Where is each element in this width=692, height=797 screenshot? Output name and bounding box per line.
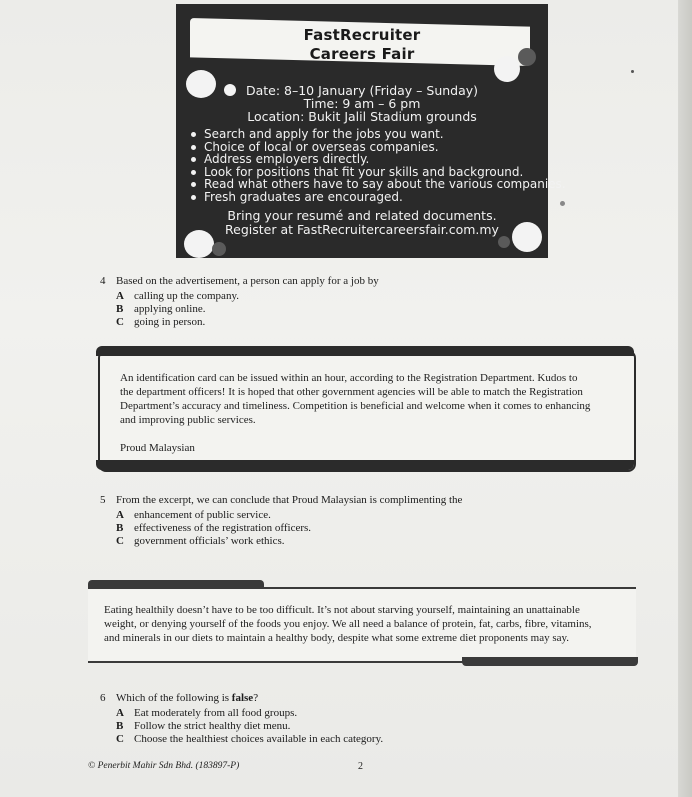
question-stem-emphasis: false [231, 692, 254, 704]
option-text: applying online. [134, 303, 206, 315]
question-number: 4 [100, 275, 106, 287]
letter-excerpt-line: the department officers! It is hoped that other government agencies will be able to match the Registration [120, 386, 583, 398]
option-b[interactable] [116, 720, 290, 733]
page-number: 2 [358, 761, 363, 772]
option-text: government officials’ work ethics. [134, 535, 285, 547]
option-text: enhancement of public service. [134, 509, 271, 521]
article-excerpt-line: Eating healthily doesn’t have to be too difficult. It’s not about starving yourself, maintaining an unattainable [104, 604, 580, 616]
option-letter: C [116, 535, 124, 547]
excerpt-box-border-top [96, 346, 634, 356]
option-text: going in person. [134, 316, 206, 328]
advert-brand: FastRecruiter [303, 26, 421, 44]
article-excerpt-line: and minerals in our diets to maintain a healthy body, despite what some extreme diet proponents may say. [104, 632, 570, 644]
question-4 [100, 275, 620, 335]
option-letter: A [116, 707, 124, 719]
option-letter: B [116, 522, 124, 534]
advert-event-name: Careers Fair [309, 45, 415, 63]
page-edge [678, 0, 692, 797]
option-letter: A [116, 290, 124, 302]
option-text: Choose the healthiest choices available in each category. [134, 733, 384, 745]
option-text: effectiveness of the registration officers. [134, 522, 312, 534]
option-text: Follow the strict healthy diet menu. [134, 720, 291, 732]
decorative-dot [518, 48, 536, 66]
paper-speck [560, 201, 565, 206]
advert-bullet: Address employers directly. [190, 153, 542, 166]
option-c[interactable] [116, 733, 383, 746]
question-stem [116, 692, 258, 705]
advert-bullet: Look for positions that fit your skills and background. [190, 166, 542, 179]
question-stem-punctuation: ? [253, 692, 259, 704]
letter-excerpt-line: An identification card can be issued within an hour, according to the Registration Department. Kudos to [120, 372, 578, 384]
excerpt-box-tab-top [88, 580, 264, 589]
advert-bullet: Fresh graduates are encouraged. [190, 191, 542, 204]
advert-location: Location: Bukit Jalil Stadium grounds [247, 109, 477, 124]
letter-signature: Proud Malaysian [120, 442, 195, 454]
advert-bullet: Read what others have to say about the various companies. [190, 178, 542, 191]
advert-time: Time: 9 am – 6 pm [303, 96, 421, 111]
option-c[interactable] [116, 316, 205, 329]
decorative-dot [184, 230, 214, 258]
question-5 [100, 494, 620, 554]
advert-date: Date: 8–10 January (Friday – Sunday) [245, 83, 479, 98]
advert-feature-list [190, 127, 566, 204]
option-letter: B [116, 303, 124, 315]
option-text: calling up the company. [134, 290, 239, 302]
paper-speck [631, 70, 634, 73]
option-letter: C [116, 316, 124, 328]
question-number: 5 [100, 494, 106, 506]
excerpt-box-border-bottom [96, 460, 634, 470]
option-b[interactable] [116, 522, 311, 535]
option-c[interactable] [116, 535, 285, 548]
option-text: Eat moderately from all food groups. [134, 707, 298, 719]
option-letter: C [116, 733, 124, 745]
option-letter: B [116, 720, 124, 732]
article-excerpt-line: weight, or denying yourself of the foods you enjoy. We all need a balance of protein, fat, carbs, fibre, vitamins, [104, 618, 592, 630]
advert-bullet: Choice of local or overseas companies. [190, 141, 542, 154]
excerpt-box-tab-bottom [462, 657, 638, 666]
question-stem: Based on the advertisement, a person can apply for a job by [116, 275, 379, 287]
option-letter: A [116, 509, 124, 521]
question-stem: From the excerpt, we can conclude that Proud Malaysian is complimenting the [116, 494, 463, 506]
publisher-credit: © Penerbit Mahir Sdn Bhd. (183897-P) [88, 761, 240, 771]
decorative-dot [512, 222, 542, 252]
advert-bring: Bring your resumé and related documents. [227, 208, 497, 223]
letter-excerpt-line: Department’s accuracy and timeliness. Competition is beneficial and welcome when it comes to enhancing [120, 400, 591, 412]
option-a[interactable] [116, 509, 271, 522]
question-number: 6 [100, 692, 106, 704]
decorative-dot [498, 236, 510, 248]
option-b[interactable] [116, 303, 206, 316]
advert-register: Register at FastRecruitercareersfair.com.my [225, 222, 499, 237]
decorative-dot [212, 242, 226, 256]
question-6 [100, 692, 620, 752]
careers-fair-advert [176, 4, 566, 258]
decorative-dot [494, 56, 520, 82]
question-stem-text: Which of the following is [116, 692, 232, 704]
letter-excerpt-line: and improving public services. [120, 414, 256, 426]
option-a[interactable] [116, 707, 297, 720]
advert-bullet: Search and apply for the jobs you want. [190, 128, 542, 141]
option-a[interactable] [116, 290, 239, 303]
